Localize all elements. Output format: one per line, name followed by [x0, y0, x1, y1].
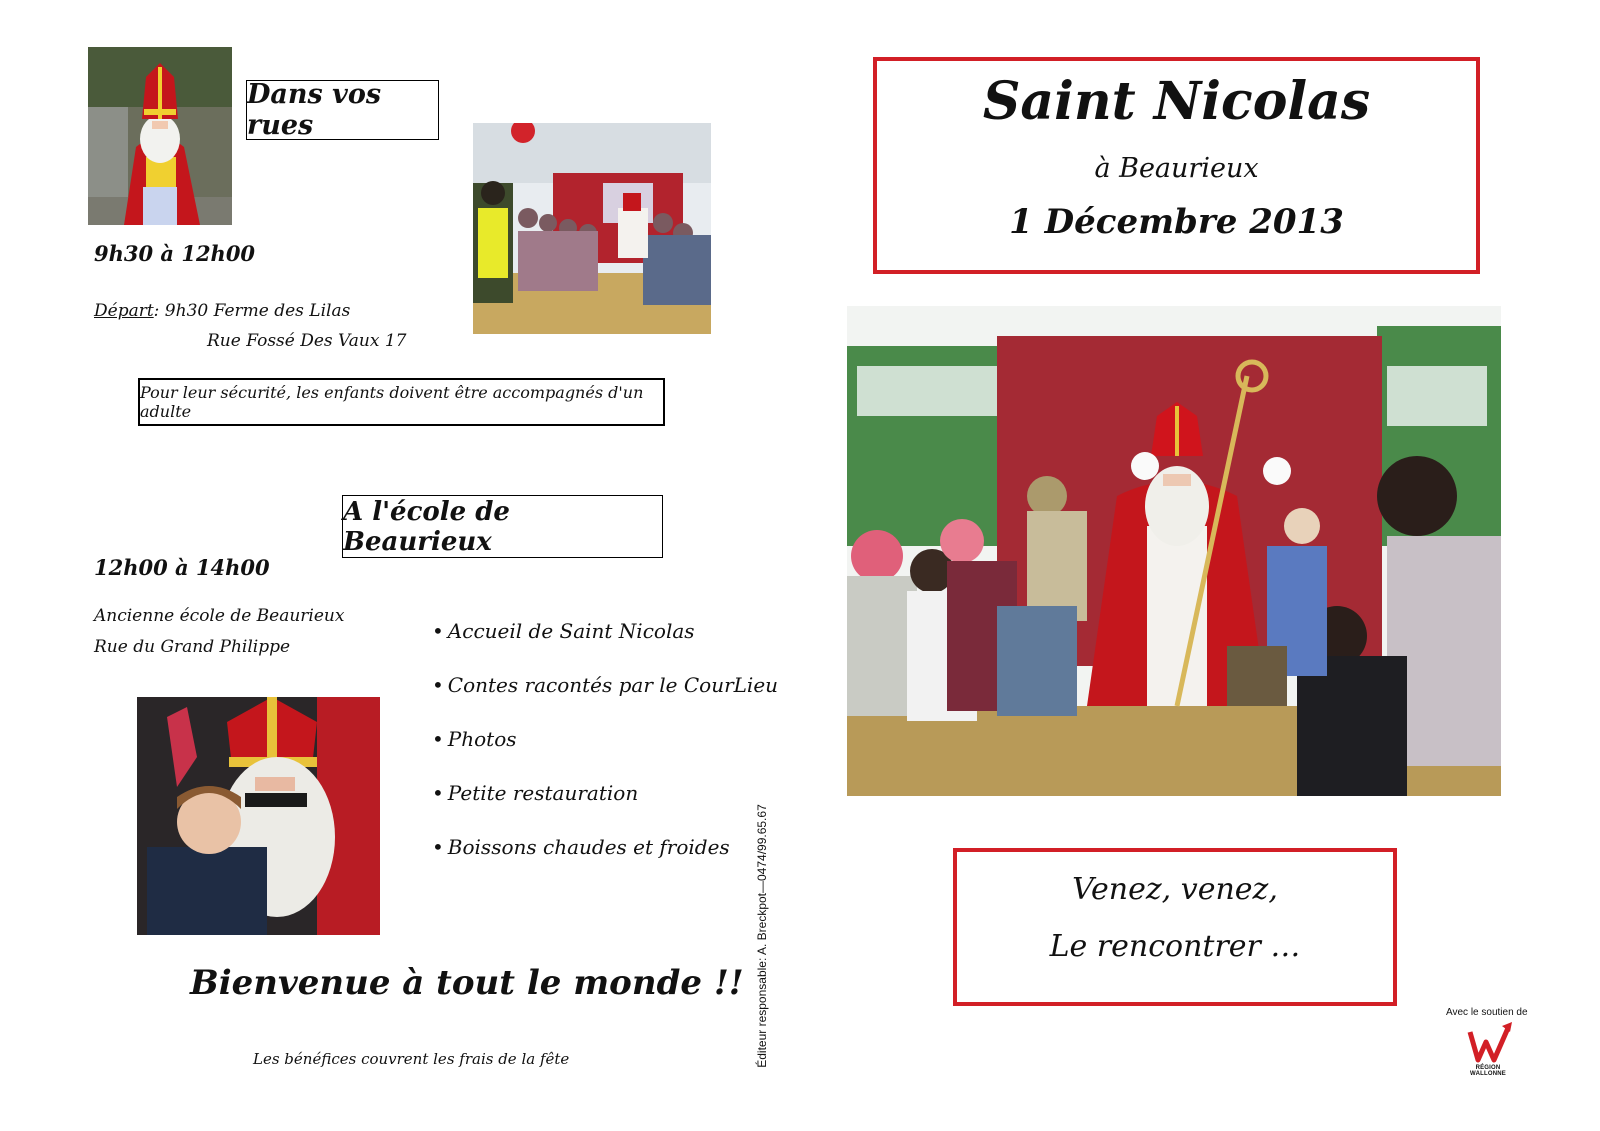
school-address-line2: Rue du Grand Philippe	[94, 637, 291, 657]
activity-item: • Contes racontés par le CourLieu	[432, 673, 778, 697]
logo-caption: RÉGION WALLONNE	[1470, 1065, 1506, 1077]
safety-notice: Pour leur sécurité, les enfants doivent être accompagnés d'un adulte	[140, 383, 644, 421]
kids-in-wagon-photo	[473, 123, 711, 334]
school-title: A l'école de Beaurieux	[343, 496, 510, 557]
departure-line1	[94, 301, 350, 321]
activity-item: • Photos	[432, 727, 517, 751]
welcome-message: Bienvenue à tout le monde !!	[190, 963, 744, 1003]
profits-note: Les bénéfices couvrent les frais de la fête	[253, 1050, 570, 1068]
streets-title: Dans vos rues	[247, 79, 382, 141]
title-frame	[873, 57, 1480, 274]
activity-item: • Accueil de Saint Nicolas	[432, 619, 695, 643]
child-with-saint-nicolas-photo	[137, 697, 380, 935]
invite-frame	[953, 848, 1397, 1006]
streets-title-box	[246, 80, 439, 140]
safety-notice-box	[138, 378, 665, 426]
school-address-line1: Ancienne école de Beaurieux	[94, 606, 345, 626]
event-title: Saint Nicolas	[982, 71, 1371, 132]
school-title-box	[342, 495, 663, 558]
departure-line2: Rue Fossé Des Vaux 17	[207, 331, 407, 351]
streets-time: 9h30 à 12h00	[94, 241, 256, 266]
event-date: 1 Décembre 2013	[1009, 202, 1344, 242]
support-text: Avec le soutien de	[1446, 1007, 1528, 1018]
activity-item: • Boissons chaudes et froides	[432, 835, 730, 859]
invite-line2: Le rencontrer …	[1049, 929, 1301, 964]
event-location: à Beaurieux	[1094, 153, 1259, 184]
invite-line1: Venez, venez,	[1072, 872, 1278, 907]
wallonia-logo	[1458, 1020, 1518, 1076]
saint-nicolas-standing-photo	[88, 47, 232, 225]
publisher-credit: Éditeur responsable: A. Breckpot—0474/99.65.67	[755, 804, 769, 1068]
saint-nicolas-with-children-photo	[847, 306, 1501, 796]
activity-item: • Petite restauration	[432, 781, 638, 805]
departure-label: Départ	[94, 301, 154, 321]
school-time: 12h00 à 14h00	[94, 555, 270, 580]
departure-details: : 9h30 Ferme des Lilas	[153, 301, 351, 321]
